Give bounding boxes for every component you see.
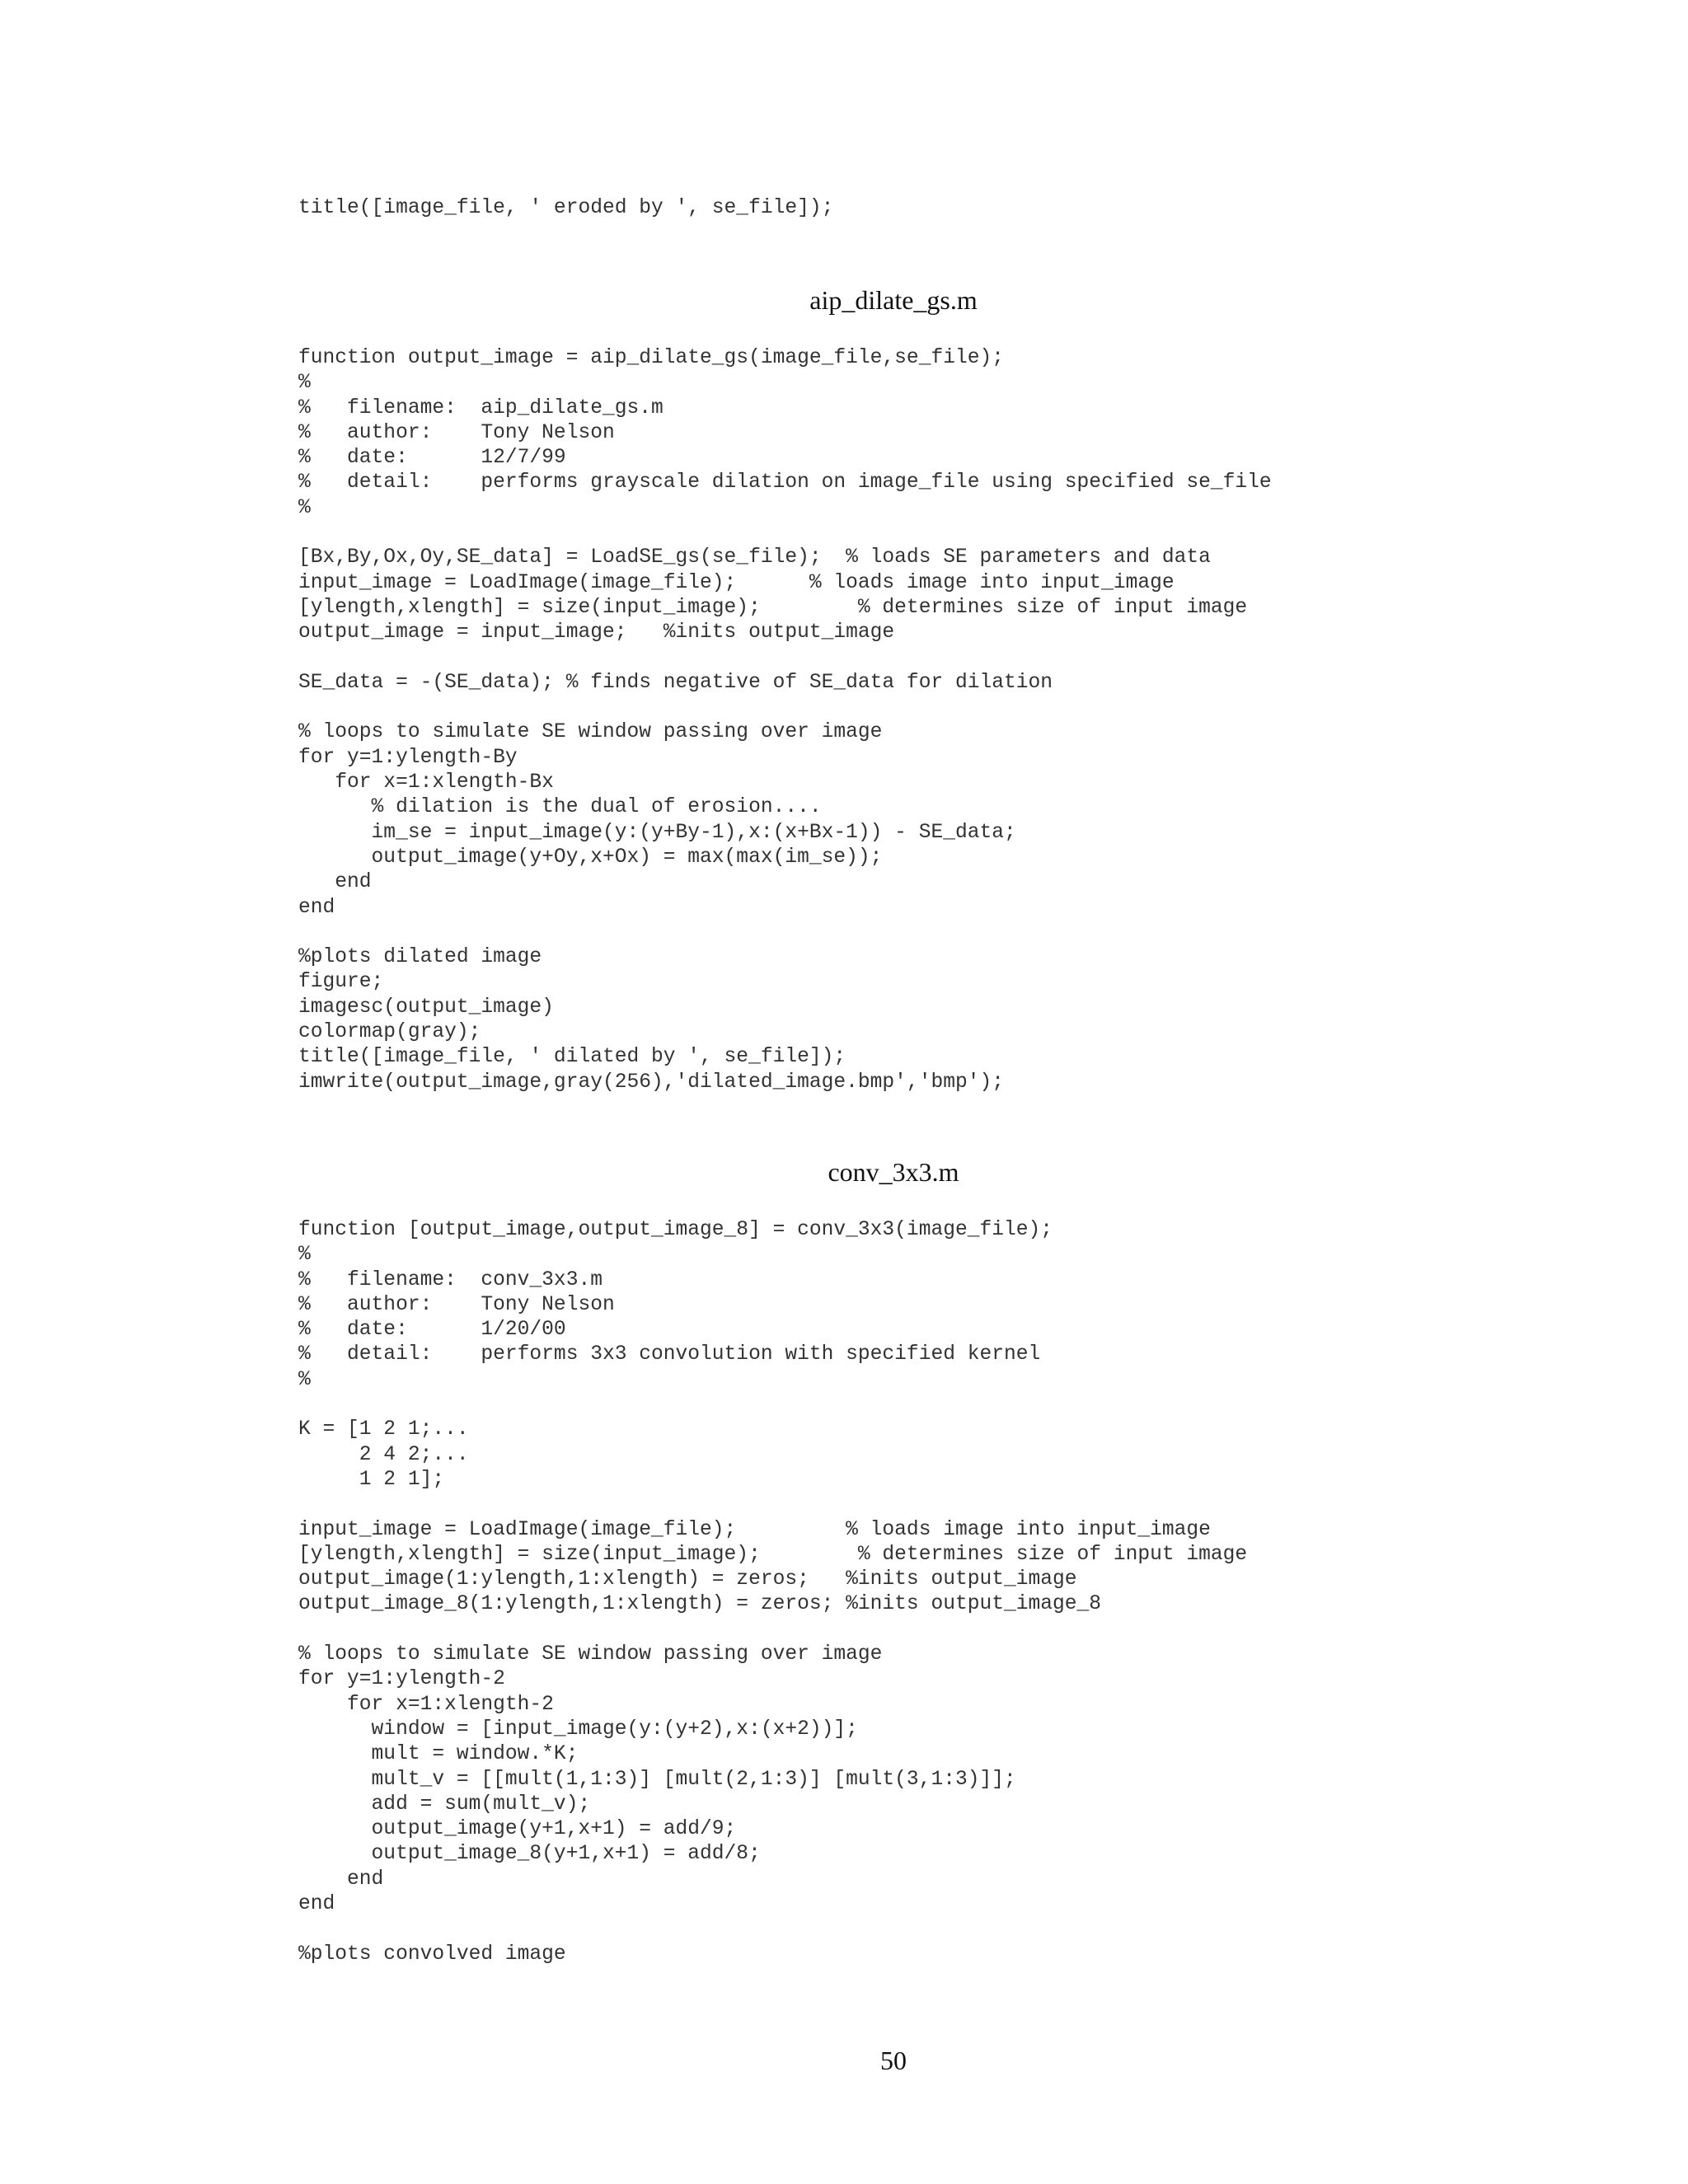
section-heading-conv-3x3: conv_3x3.m: [828, 1157, 959, 1187]
section-heading-aip-dilate-gs: aip_dilate_gs.m: [809, 285, 978, 315]
code-block-conv-3x3: function [output_image,output_image_8] = conv_3x3(image_file); % % filename: conv_3x3.m % author: Tony Nelson % date: 1/20/00 % detail: performs 3x3 convolution with specified kernel % K = [1 2 1;... 2 4 2;... 1 2 1]; input_image = LoadImage(image_file); % loads image into input_image [ylength,xlength] = size(input_image); % determines size of input image output_image(1:ylength,1:xlength) = zeros; %inits output_image output_image_8(1:ylength,1:xlength) = zeros; %inits output_image_8 % loops to simulate SE window passing over image for y=1:ylength-2 for x=1:xlength-2 window = [input_image(y:(y+2),x:(x+2))]; mult = window.*K; mult_v = [[mult(1,1:3)] [mult(2,1:3)] [mult(3,1:3)]]; add = sum(mult_v); output_image(y+1,x+1) = add/9; output_image_8(y+1,x+1) = add/8; end end %plots convolved image: [298, 1219, 1248, 1966]
code-block-erode-tail: title([image_file, ' eroded by ', se_file]);: [298, 197, 834, 219]
code-block-aip-dilate-gs: function output_image = aip_dilate_gs(image_file,se_file); % % filename: aip_dilate_gs.m % author: Tony Nelson % date: 12/7/99 % detail: performs grayscale dilation on image_file using specified se_file % [Bx,By,Ox,Oy,SE_data] = LoadSE_gs(se_file); % loads SE parameters and data input_image = LoadImage(image_file); % loads image into input_image [ylength,xlength] = size(input_image); % determines size of input image output_image = input_image; %inits output_image SE_data = -(SE_data); % finds negative of SE_data for dilation % loops to simulate SE window passing over image for y=1:ylength-By for x=1:xlength-Bx % dilation is the dual of erosion.... im_se = input_image(y:(y+By-1),x:(x+Bx-1)) - SE_data; output_image(y+Oy,x+Ox) = max(max(im_se)); end end %plots dilated image figure; imagesc(output_image) colormap(gray); title([image_file, ' dilated by ', se_file]); imwrite(output_image,gray(256),'dilated_image.bmp','bmp');: [298, 347, 1272, 1094]
page-number: 50: [880, 2046, 907, 2075]
